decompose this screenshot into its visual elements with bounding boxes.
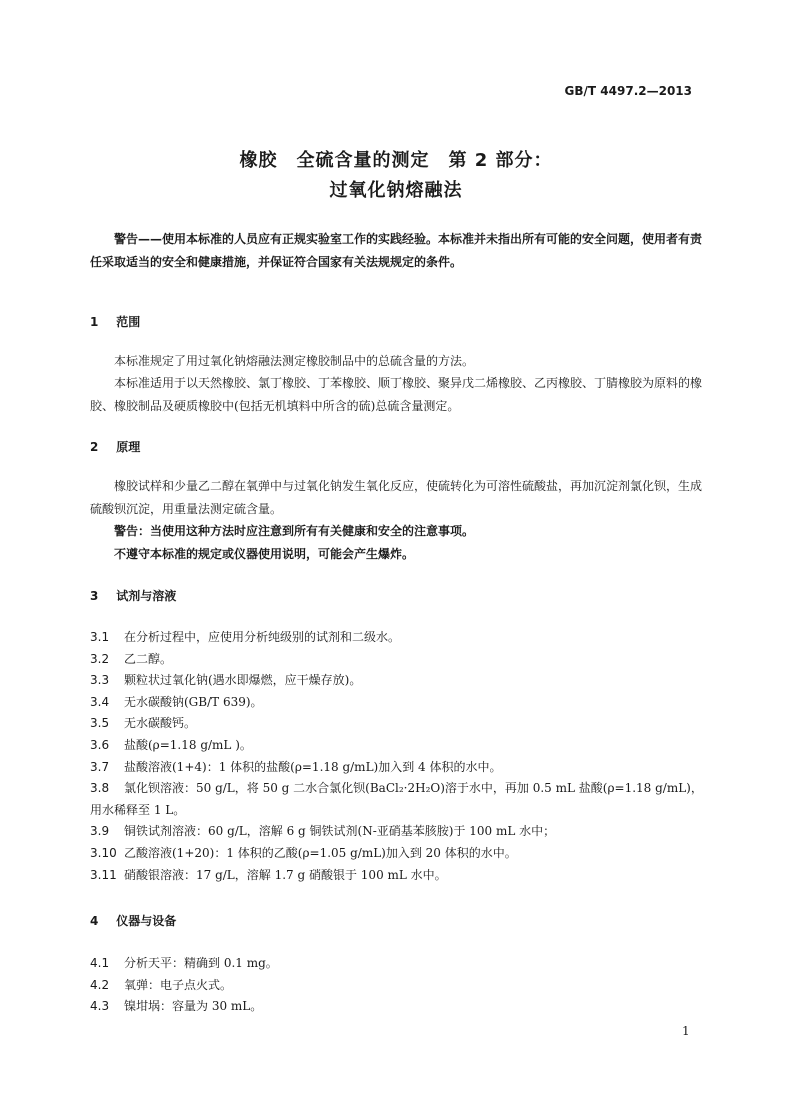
list-item: [90, 996, 704, 1018]
item-number: 3.6: [90, 737, 110, 752]
item-number: 3.4: [90, 694, 110, 709]
safety-warning: 警告——使用本标准的人员应有正规实验室工作的实践经验。本标准并未指出所有可能的安全问题，使用者有责任采取适当的安全和健康措施，并保证符合国家有关法规规定的条件。: [90, 232, 703, 269]
item-text: 盐酸(ρ=1.18 g/mL )。: [124, 737, 252, 752]
list-item: [90, 670, 704, 692]
list-item: [90, 757, 704, 779]
item-text: 无水碳酸钙。: [124, 716, 197, 731]
principle-warning: 不遵守本标准的规定或仪器使用说明，可能会产生爆炸。: [114, 547, 415, 561]
item-number: 3.7: [90, 759, 110, 774]
page-number: 1: [682, 1024, 690, 1038]
paragraph: 本标准适用于以天然橡胶、氯丁橡胶、丁苯橡胶、顺丁橡胶、聚异戊二烯橡胶、乙丙橡胶、丁腈橡胶为原料的橡胶、橡胶制品及硬质橡胶中(包括无机填料中所含的硫)总硫含量测定。: [90, 376, 703, 413]
item-text: 氧弹：电子点火式。: [124, 977, 233, 992]
list-item: [90, 735, 704, 757]
item-text: 盐酸溶液(1+4)：1 体积的盐酸(ρ=1.18 g/mL)加入到 4 体积的水中。: [124, 759, 502, 774]
item-number: 4.1: [90, 956, 110, 970]
apparatus-list: [90, 953, 704, 1018]
section-number: 3: [90, 589, 99, 603]
list-item: [90, 778, 704, 821]
paragraph: 本标准规定了用过氧化钠熔融法测定橡胶制品中的总硫含量的方法。: [114, 354, 475, 368]
list-item: [90, 975, 704, 997]
list-item: [90, 692, 704, 714]
item-number: 3.11: [90, 867, 117, 882]
section-title: 仪器与设备: [116, 914, 177, 928]
section-heading-apparatus: [90, 912, 176, 929]
section-heading-reagents: [90, 587, 176, 604]
item-number: 3.10: [90, 845, 117, 860]
section-title: 试剂与溶液: [116, 589, 177, 603]
paragraph: 橡胶试样和少量乙二醇在氧弹中与过氧化钠发生氧化反应，使硫转化为可溶性硫酸盐，再加沉淀剂氯化钡，生成硫酸钡沉淀，用重量法测定硫含量。: [90, 479, 703, 516]
list-item: [90, 713, 704, 735]
item-text: 在分析过程中，应使用分析纯级别的试剂和二级水。: [124, 630, 401, 644]
section-title: 原理: [116, 440, 141, 454]
item-number: 3.3: [90, 673, 110, 688]
section-number: 1: [90, 315, 99, 329]
item-number: 4.3: [90, 999, 110, 1014]
item-text: 镍坩埚：容量为 30 mL。: [124, 999, 263, 1014]
item-number: 3.8: [90, 781, 110, 796]
section-heading-scope: [90, 313, 140, 330]
item-number: 3.2: [90, 651, 110, 666]
item-text: 铜铁试剂溶液：60 g/L，溶解 6 g 铜铁试剂(N-亚硝基苯胲胺)于 100 mL 水中；: [124, 824, 556, 839]
item-text: 分析天平：精确到 0.1 mg。: [124, 956, 278, 970]
item-text: 无水碳酸钠(GB/T 639)。: [124, 694, 263, 709]
list-item: [90, 649, 704, 671]
item-number: 4.2: [90, 977, 110, 992]
list-item: [90, 953, 704, 975]
item-number: 3.1: [90, 630, 110, 644]
principle-warning: 警告：当使用这种方法时应注意到所有有关健康和安全的注意事项。: [114, 524, 475, 538]
item-text: 乙二醇。: [124, 651, 173, 666]
document-title-line-1: 橡胶 全硫含量的测定 第 2 部分：: [239, 150, 553, 171]
section-number: 4: [90, 914, 99, 928]
list-item: [90, 865, 704, 887]
list-item: [90, 843, 704, 865]
item-text: 乙酸溶液(1+20)：1 体积的乙酸(ρ=1.05 g/mL)加入到 20 体积的水中。: [124, 845, 517, 860]
list-item: [90, 627, 704, 649]
item-number: 3.9: [90, 824, 110, 839]
item-text: 氯化钡溶液：50 g/L，将 50 g 二水合氯化钡(BaCl₂·2H₂O)溶于水中，再加 0.5 mL 盐酸(ρ=1.18 g/mL)，用水稀释至 1 L。: [90, 781, 703, 817]
standard-number: GB/T 4497.2—2013: [564, 84, 692, 98]
reagent-list: [90, 627, 704, 886]
section-heading-principle: [90, 438, 140, 455]
item-text: 颗粒状过氧化钠(遇水即爆燃，应干燥存放)。: [124, 673, 362, 688]
section-number: 2: [90, 440, 99, 454]
document-title-line-2: 过氧化钠熔融法: [329, 180, 463, 201]
item-number: 3.5: [90, 716, 110, 731]
section-title: 范围: [116, 315, 141, 329]
item-text: 硝酸银溶液：17 g/L，溶解 1.7 g 硝酸银于 100 mL 水中。: [124, 867, 447, 882]
list-item: [90, 821, 704, 843]
